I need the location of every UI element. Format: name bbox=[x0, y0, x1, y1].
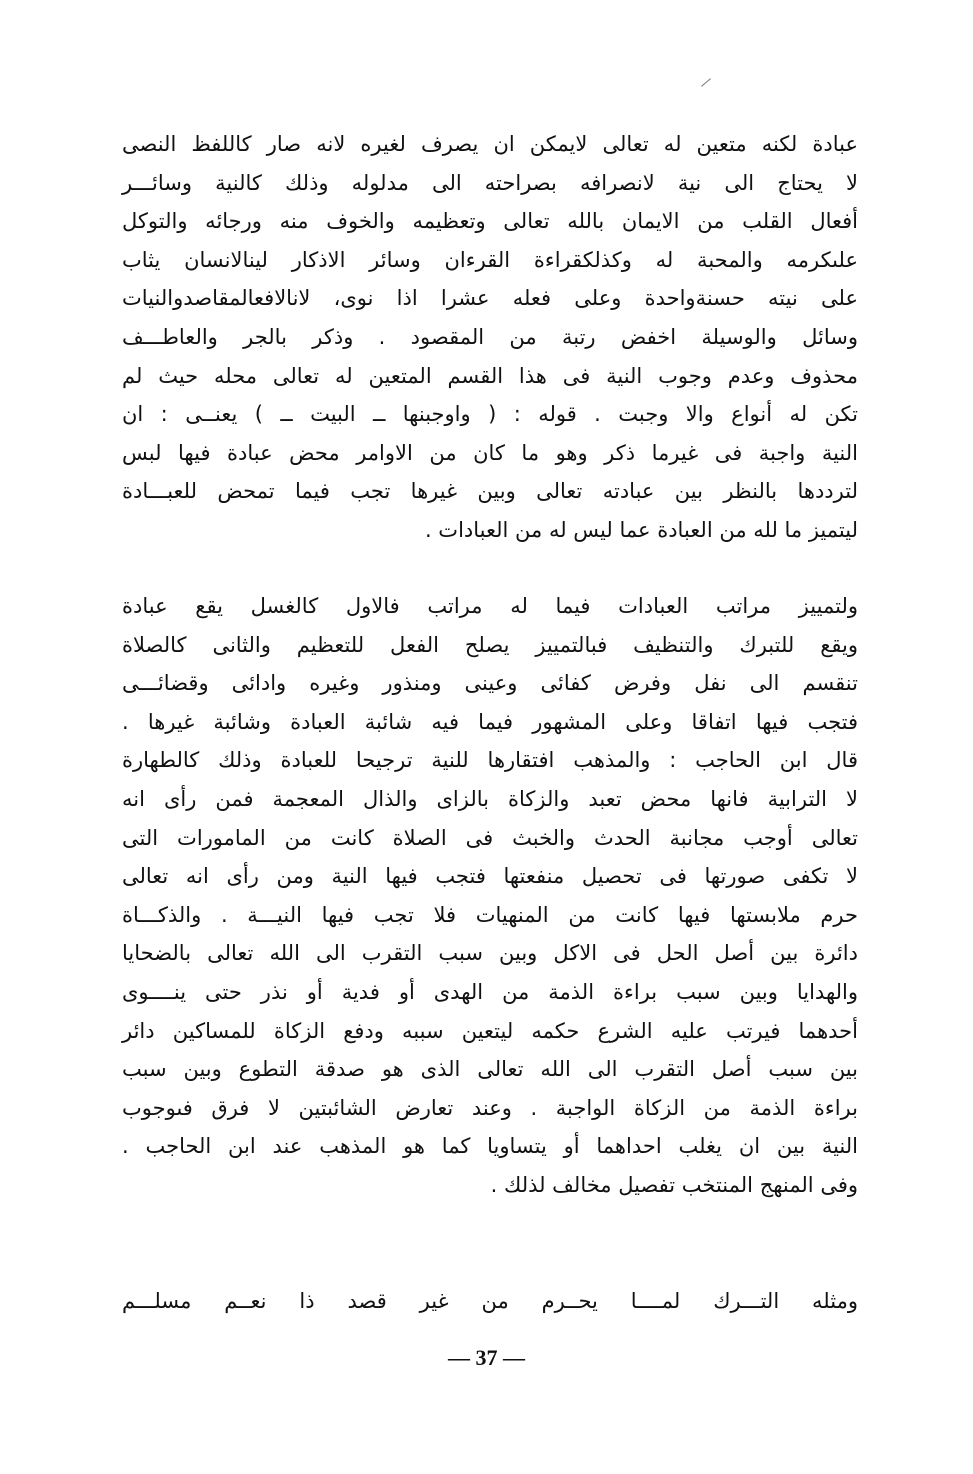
text-line: علىكرمه والمحبة له وكذلكقراءة القرءان وسائر الاذكار لينالانسان يثاب bbox=[122, 247, 858, 272]
text-line: براءة الذمة من الزكاة الواجبة . وعند تعارض الشائبتين لا فرق فىوجوب bbox=[122, 1095, 858, 1120]
text-line: لترددها بالنظر بين عبادته تعالى وبين غيرها تجب فيما تمحض للعبـــادة bbox=[122, 479, 858, 504]
text-line: حرم ملابستها فيها كانت من المنهيات فلا تجب فيها النيـــة . والذكـــاة bbox=[122, 902, 858, 927]
text-line: فتجب فيها اتفاقا وعلى المشهور فيما فيه شائبة العبادة وشائبة غيرها . bbox=[122, 709, 858, 734]
text-line: لا الترابية فانها محض تعبد والزكاة بالزاى والذال المعجمة فمن رأى انه bbox=[122, 786, 858, 811]
stray-pen-mark bbox=[701, 78, 711, 86]
text-line: لا يحتاج الى نية لانصرافه بصراحته الى مدلوله وذلك كالنية وسائـــر bbox=[122, 170, 858, 195]
text-line: على نيته حسنةواحدة وعلى فعله عشرا اذا نوى، لانالافعالمقاصدوالنيات bbox=[122, 286, 858, 311]
text-line: والهدايا وبين سبب براءة الذمة من الهدى أو فدية أو نذر حتى ينــــوى bbox=[122, 979, 858, 1004]
text-line: ليتميز ما لله من العبادة عما ليس له من العبادات . bbox=[424, 517, 858, 542]
verse-line bbox=[122, 1282, 858, 1321]
text-line: لا تكفى صورتها فى تحصيل منفعتها فتجب فيها النية ومن رأى انه تعالى bbox=[122, 864, 858, 889]
text-line: ومثله التـــرك لمــــا يحــرم من غير قصد ذا نعــم مسلـــم bbox=[122, 1289, 858, 1313]
text-line: تكن له أنواع والا وجبت . قوله : ( واوجبنها ــ البيت ــ ) يعنــى : ان bbox=[122, 402, 858, 427]
text-line: دائرة بين أصل الحل فى الاكل وبين سبب التقرب الى الله تعالى بالضحايا bbox=[122, 941, 858, 966]
paragraph-2 bbox=[122, 587, 858, 1205]
text-line: أفعال القلب من الايمان بالله تعالى وتعظيمه والخوف منه ورجائه والتوكل bbox=[122, 209, 858, 234]
text-line: بين سبب أصل التقرب الى الله تعالى الذى هو صدقة التطوع وبين سبب bbox=[122, 1057, 858, 1082]
text-line: محذوف وعدم وجوب النية فى هذا القسم المتعين له تعالى محله حيث لم bbox=[122, 363, 858, 388]
text-line: وفى المنهج المنتخب تفصيل مخالف لذلك . bbox=[490, 1172, 858, 1197]
text-line: النية واجبة فى غيرما ذكر وهو ما كان من الاوامر محض عبادة فيها لبس bbox=[122, 440, 858, 465]
text-line: أحدهما فيرتب عليه الشرع حكمه ليتعين سببه ودفع الزكاة للمساكين دائر bbox=[122, 1018, 858, 1043]
page-number: — 37 — bbox=[448, 1345, 525, 1370]
text-line: وسائل والوسيلة اخفض رتبة من المقصود . وذكر بالجر والعاطـــف bbox=[122, 324, 858, 349]
paragraph-1 bbox=[122, 125, 858, 550]
text-line: عبادة لكنه متعين له تعالى لايمكن ان يصرف لغيره لانه صار كاللفظ النصى bbox=[122, 132, 858, 156]
text-line: تعالى أوجب مجانبة الحدث والخبث فى الصلاة كانت من المامورات التى bbox=[122, 825, 858, 850]
text-line: النية بين ان يغلب احداهما أو يتساويا كما هو المذهب عند ابن الحاجب . bbox=[122, 1134, 858, 1159]
text-line: ولتمييز مراتب العبادات فيما له مراتب فالاول كالغسل يقع عبادة bbox=[122, 594, 858, 618]
text-line: ويقع للتبرك والتنظيف فبالتمييز يصلح الفعل للتعظيم والثانى كالصلاة bbox=[122, 632, 858, 657]
text-line: قال ابن الحاجب : والمذهب افتقارها للنية ترجيحا للعبادة وذلك كالطهارة bbox=[122, 748, 858, 773]
text-line: تنقسم الى نفل وفرض كفائى وعينى ومنذور وغيره وادائى وقضائـــى bbox=[122, 671, 858, 696]
